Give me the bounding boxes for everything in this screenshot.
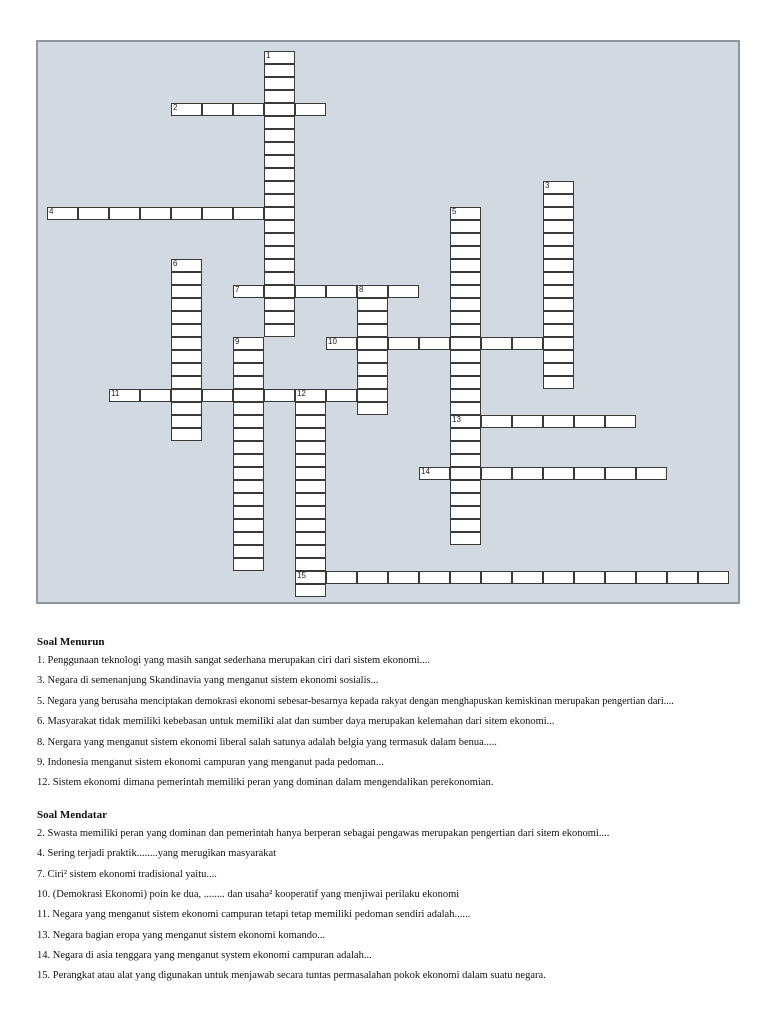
crossword-cell[interactable] — [450, 311, 481, 324]
crossword-cell[interactable] — [450, 441, 481, 454]
crossword-cell[interactable] — [78, 207, 109, 220]
crossword-cell[interactable] — [295, 415, 326, 428]
across-clue-2: 2. Swasta memiliki peran yang dominan dan pemerintah hanya berperan sebagai pengawas merupakan pengertian dari sitem ekonomi.... — [37, 827, 610, 839]
crossword-cell[interactable] — [233, 532, 264, 545]
crossword-cell[interactable] — [264, 51, 295, 64]
clue-number-10: 10 — [328, 337, 337, 346]
crossword-cell[interactable] — [233, 558, 264, 571]
crossword-cell[interactable] — [450, 480, 481, 493]
crossword-cell[interactable] — [450, 571, 481, 584]
crossword-cell[interactable] — [450, 285, 481, 298]
across-clue-13: 13. Negara bagian eropa yang menganut sistem ekonomi komando... — [37, 929, 326, 941]
crossword-cell[interactable] — [264, 285, 295, 298]
crossword-cell[interactable] — [233, 350, 264, 363]
crossword-cell[interactable] — [512, 571, 543, 584]
crossword-cell[interactable] — [512, 467, 543, 480]
clue-number-12: 12 — [297, 389, 306, 398]
down-clue-3: 3. Negara di semenanjung Skandinavia yang menganut sistem ekonomi sosialis... — [37, 675, 379, 687]
crossword-cell[interactable] — [295, 506, 326, 519]
crossword-cell[interactable] — [233, 428, 264, 441]
crossword-cell[interactable] — [543, 571, 574, 584]
crossword-cell[interactable] — [450, 337, 481, 350]
crossword-cell[interactable] — [357, 311, 388, 324]
crossword-cell[interactable] — [295, 584, 326, 597]
crossword-cell[interactable] — [481, 571, 512, 584]
crossword-cell[interactable] — [388, 337, 419, 350]
crossword-cell[interactable] — [295, 558, 326, 571]
crossword-cell[interactable] — [233, 519, 264, 532]
crossword-cell[interactable] — [605, 467, 636, 480]
crossword-cell[interactable] — [295, 480, 326, 493]
crossword-cell[interactable] — [264, 207, 295, 220]
crossword-cell[interactable] — [512, 337, 543, 350]
crossword-cell[interactable] — [450, 246, 481, 259]
crossword-cell[interactable] — [295, 441, 326, 454]
crossword-cell[interactable] — [357, 337, 388, 350]
crossword-cell[interactable] — [388, 571, 419, 584]
crossword-cell[interactable] — [171, 207, 202, 220]
crossword-cell[interactable] — [295, 571, 326, 584]
crossword-cell[interactable] — [295, 467, 326, 480]
crossword-cell[interactable] — [171, 402, 202, 415]
crossword-cell[interactable] — [357, 376, 388, 389]
crossword-cell[interactable] — [264, 90, 295, 103]
crossword-cell[interactable] — [450, 415, 481, 428]
crossword-cell[interactable] — [264, 272, 295, 285]
crossword-cell[interactable] — [264, 389, 295, 402]
crossword-cell[interactable] — [202, 207, 233, 220]
across-clue-4: 4. Sering terjadi praktik........yang merugikan masyarakat — [37, 848, 277, 860]
clue-number-11: 11 — [111, 389, 120, 398]
down-clues-title: Soal Menurun — [37, 636, 105, 648]
crossword-cell[interactable] — [543, 194, 574, 207]
crossword-cell[interactable] — [233, 103, 264, 116]
crossword-cell[interactable] — [264, 324, 295, 337]
crossword-cell[interactable] — [543, 467, 574, 480]
down-clue-list — [37, 654, 747, 790]
crossword-cell[interactable] — [543, 363, 574, 376]
crossword-cell[interactable] — [171, 324, 202, 337]
crossword-cell[interactable] — [233, 207, 264, 220]
crossword-cell[interactable] — [171, 428, 202, 441]
crossword-cell[interactable] — [419, 571, 450, 584]
crossword-cell[interactable] — [264, 129, 295, 142]
crossword-cell[interactable] — [264, 64, 295, 77]
crossword-cell[interactable] — [357, 389, 388, 402]
crossword-cell[interactable] — [233, 467, 264, 480]
crossword-cell[interactable] — [543, 246, 574, 259]
crossword-cell[interactable] — [543, 311, 574, 324]
clue-number-13: 13 — [452, 415, 461, 424]
clue-number-3: 3 — [545, 181, 550, 190]
crossword-cell[interactable] — [543, 220, 574, 233]
crossword-cell[interactable] — [543, 415, 574, 428]
crossword-cell[interactable] — [295, 493, 326, 506]
crossword-cell[interactable] — [419, 467, 450, 480]
clue-number-9: 9 — [235, 337, 240, 346]
clue-number-8: 8 — [359, 285, 364, 294]
crossword-cell[interactable] — [543, 337, 574, 350]
crossword-cell[interactable] — [295, 103, 326, 116]
crossword-cell[interactable] — [295, 532, 326, 545]
crossword-cell[interactable] — [450, 363, 481, 376]
crossword-cell[interactable] — [698, 571, 729, 584]
crossword-cell[interactable] — [264, 155, 295, 168]
crossword-cell[interactable] — [140, 389, 171, 402]
crossword-cell[interactable] — [264, 259, 295, 272]
crossword-cell[interactable] — [295, 545, 326, 558]
crossword-cell[interactable] — [326, 285, 357, 298]
crossword-cell[interactable] — [171, 389, 202, 402]
clue-number-5: 5 — [452, 207, 457, 216]
crossword-cell[interactable] — [574, 415, 605, 428]
crossword-cell[interactable] — [171, 311, 202, 324]
crossword-cell[interactable] — [171, 272, 202, 285]
crossword-cell[interactable] — [543, 272, 574, 285]
crossword-cell[interactable] — [233, 376, 264, 389]
crossword-cell[interactable] — [481, 415, 512, 428]
crossword-cell[interactable] — [543, 259, 574, 272]
crossword-cell[interactable] — [605, 415, 636, 428]
crossword-cell[interactable] — [543, 324, 574, 337]
crossword-cell[interactable] — [450, 402, 481, 415]
down-clue-8: 8. Nergara yang menganut sistem ekonomi liberal salah satunya adalah belgia yang termasuk dalam benua..... — [37, 736, 497, 748]
crossword-cell[interactable] — [450, 389, 481, 402]
clue-number-2: 2 — [173, 103, 178, 112]
crossword-cell[interactable] — [264, 142, 295, 155]
crossword-cell[interactable] — [636, 571, 667, 584]
crossword-cell[interactable] — [481, 467, 512, 480]
crossword-cell[interactable] — [295, 402, 326, 415]
crossword-cell[interactable] — [450, 272, 481, 285]
crossword-cell[interactable] — [450, 233, 481, 246]
crossword-cell[interactable] — [357, 298, 388, 311]
crossword-cell[interactable] — [264, 116, 295, 129]
crossword-cell[interactable] — [543, 350, 574, 363]
crossword-cell[interactable] — [450, 324, 481, 337]
crossword-cell[interactable] — [419, 337, 450, 350]
crossword-cell[interactable] — [450, 220, 481, 233]
crossword-cell[interactable] — [171, 415, 202, 428]
crossword-cell[interactable] — [450, 428, 481, 441]
crossword-cell[interactable] — [233, 506, 264, 519]
crossword-cell[interactable] — [233, 480, 264, 493]
crossword-cell[interactable] — [109, 389, 140, 402]
crossword-cell[interactable] — [295, 519, 326, 532]
crossword-cell[interactable] — [295, 428, 326, 441]
crossword-cell[interactable] — [233, 441, 264, 454]
crossword-cell[interactable] — [450, 259, 481, 272]
crossword-cell[interactable] — [605, 571, 636, 584]
crossword-cell[interactable] — [233, 389, 264, 402]
crossword-cell[interactable] — [450, 532, 481, 545]
crossword-cell[interactable] — [667, 571, 698, 584]
crossword-cell[interactable] — [388, 285, 419, 298]
crossword-cell[interactable] — [636, 467, 667, 480]
crossword-cell[interactable] — [171, 259, 202, 272]
crossword-cell[interactable] — [233, 415, 264, 428]
crossword-cell[interactable] — [233, 402, 264, 415]
crossword-cell[interactable] — [574, 571, 605, 584]
crossword-board — [36, 40, 740, 604]
crossword-cell[interactable] — [171, 363, 202, 376]
crossword-cell[interactable] — [264, 246, 295, 259]
crossword-cell[interactable] — [481, 337, 512, 350]
crossword-cell[interactable] — [233, 545, 264, 558]
crossword-cell[interactable] — [543, 207, 574, 220]
crossword-cell[interactable] — [543, 233, 574, 246]
crossword-cell[interactable] — [264, 181, 295, 194]
down-clue-6: 6. Masyarakat tidak memiliki kebebasan untuk memiliki alat dan sumber daya merupakan kelemahan dari sitem ekonomi... — [37, 716, 555, 728]
crossword-cell[interactable] — [171, 103, 202, 116]
crossword-cell[interactable] — [264, 311, 295, 324]
crossword-cell[interactable] — [295, 389, 326, 402]
crossword-cell[interactable] — [357, 402, 388, 415]
crossword-cell[interactable] — [140, 207, 171, 220]
crossword-cell[interactable] — [202, 389, 233, 402]
crossword-cell[interactable] — [264, 220, 295, 233]
crossword-cell[interactable] — [233, 337, 264, 350]
crossword-cell[interactable] — [171, 337, 202, 350]
crossword-cell[interactable] — [264, 168, 295, 181]
across-clue-14: 14. Negara di asia tenggara yang menganut system ekonomi campuran adalah... — [37, 950, 372, 962]
crossword-cell[interactable] — [357, 285, 388, 298]
crossword-cell[interactable] — [450, 454, 481, 467]
crossword-cell[interactable] — [543, 181, 574, 194]
across-clue-10: 10. (Demokrasi Ekonomi) poin ke dua, ........ dan usaha² kooperatif yang menjiwai perilaku ekonomi — [37, 888, 460, 900]
crossword-cell[interactable] — [574, 467, 605, 480]
crossword-cell[interactable] — [264, 103, 295, 116]
across-clue-7: 7. Ciri² sistem ekonomi tradisional yaitu.... — [37, 868, 217, 880]
crossword-cell[interactable] — [450, 298, 481, 311]
crossword-cell[interactable] — [357, 363, 388, 376]
crossword-cell[interactable] — [543, 298, 574, 311]
crossword-cell[interactable] — [295, 285, 326, 298]
crossword-cell[interactable] — [450, 493, 481, 506]
crossword-cell[interactable] — [264, 194, 295, 207]
crossword-cell[interactable] — [450, 519, 481, 532]
crossword-cell[interactable] — [264, 77, 295, 90]
crossword-cell[interactable] — [326, 389, 357, 402]
crossword-cell[interactable] — [543, 376, 574, 389]
crossword-cell[interactable] — [450, 467, 481, 480]
crossword-cell[interactable] — [450, 350, 481, 363]
crossword-cell[interactable] — [233, 493, 264, 506]
across-clue-list — [37, 827, 747, 984]
clue-number-14: 14 — [421, 467, 430, 476]
crossword-cell[interactable] — [171, 285, 202, 298]
crossword-cell[interactable] — [233, 363, 264, 376]
crossword-cell[interactable] — [233, 285, 264, 298]
down-clue-1: 1. Penggunaan teknologi yang masih sangat sederhana merupakan ciri dari sistem ekonomi.... — [37, 655, 431, 666]
crossword-cell[interactable] — [171, 298, 202, 311]
crossword-cell[interactable] — [450, 207, 481, 220]
crossword-cell[interactable] — [357, 324, 388, 337]
clue-number-15: 15 — [297, 571, 306, 580]
crossword-cell[interactable] — [326, 337, 357, 350]
clue-number-6: 6 — [173, 259, 178, 268]
crossword-cell[interactable] — [171, 376, 202, 389]
crossword-cell[interactable] — [357, 350, 388, 363]
down-clue-9: 9. Indonesia menganut sistem ekonomi campuran yang menganut pada pedoman... — [37, 756, 384, 768]
down-clue-5: 5. Negara yang berusaha menciptakan demokrasi ekonomi sebesar-besarnya kepada rakyat dengan menghapuskan kemiskinan merupakan pengertian dari.... — [37, 695, 674, 707]
across-clue-11: 11. Negara yang menganut sistem ekonomi campuran tetapi tetap memiliki pedoman sendiri adalah...... — [37, 909, 471, 921]
across-clues-title: Soal Mendatar — [37, 808, 107, 821]
crossword-cell[interactable] — [202, 103, 233, 116]
crossword-cell[interactable] — [326, 571, 357, 584]
crossword-cell[interactable] — [264, 298, 295, 311]
crossword-cell[interactable] — [264, 233, 295, 246]
crossword-cell[interactable] — [450, 506, 481, 519]
clue-number-1: 1 — [266, 51, 271, 60]
clue-number-7: 7 — [235, 285, 240, 294]
crossword-cell[interactable] — [233, 454, 264, 467]
crossword-cell[interactable] — [357, 571, 388, 584]
across-clue-15: 15. Perangkat atau alat yang digunakan untuk menjawab secara tuntas permasalahan pokok ekonomi dalam suatu negara. — [37, 970, 546, 982]
clue-number-4: 4 — [49, 207, 54, 216]
down-clue-12: 12. Sistem ekonomi dimana pemerintah memiliki peran yang dominan dalam mengendalikan perekonomian. — [37, 777, 494, 789]
crossword-cell[interactable] — [295, 454, 326, 467]
crossword-cell[interactable] — [543, 285, 574, 298]
clues-panel — [37, 636, 747, 990]
crossword-cell[interactable] — [109, 207, 140, 220]
crossword-cell[interactable] — [171, 350, 202, 363]
crossword-cell[interactable] — [450, 376, 481, 389]
crossword-cell[interactable] — [512, 415, 543, 428]
crossword-cell[interactable] — [47, 207, 78, 220]
